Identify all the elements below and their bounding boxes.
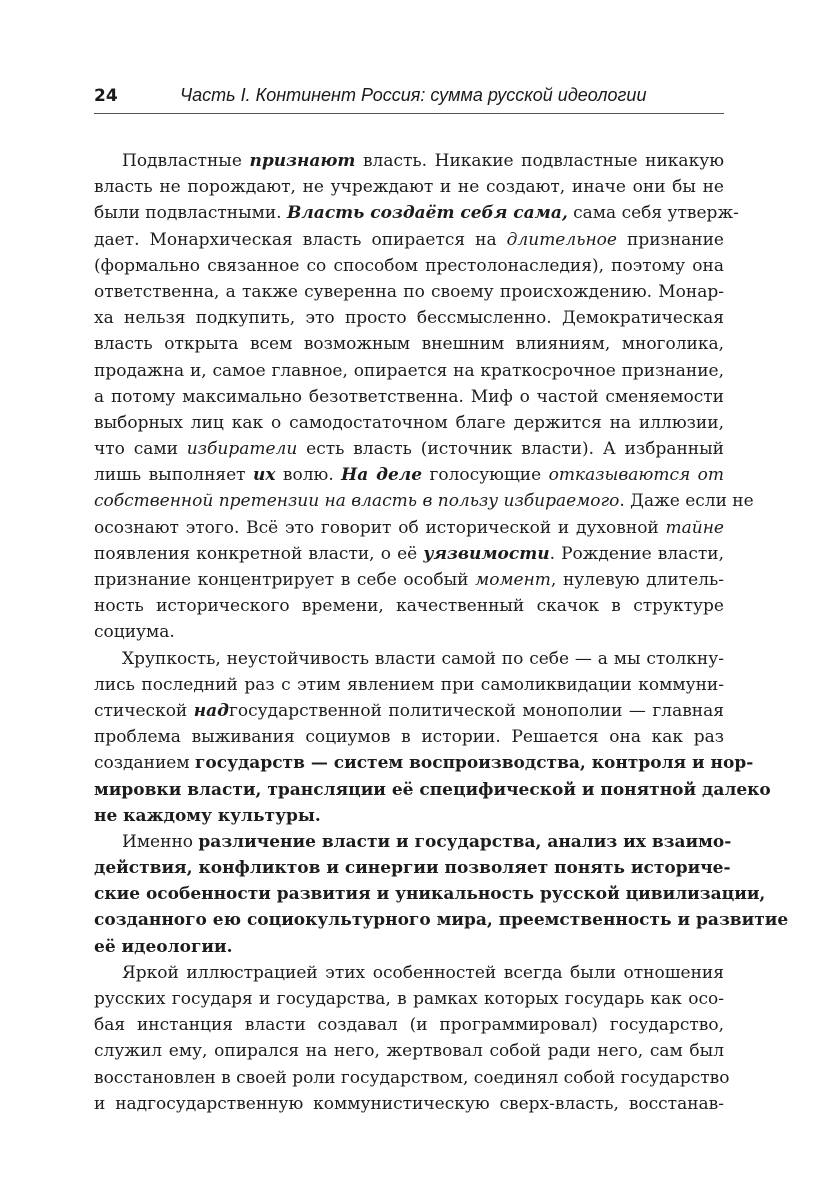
text-line [94,829,732,855]
text-line [94,384,724,410]
text-line [94,1012,724,1038]
text-run: появления конкретной власти, о её [94,543,424,564]
text-run: служил ему, опирался на него, жертвовал собой ради него, сам был [94,1041,724,1062]
text-run: русских государя и государства, в рамках которых государь как осо- [94,989,724,1009]
text-run: власть не порождают, не учреждают и не создают, иначе они бы не [94,177,724,198]
text-run: длительное [506,229,617,250]
text-run: собственной претензии на власть в пользу избираемого [94,491,620,512]
text-line [94,488,754,514]
text-run: государств — систем воспроизводства, контроля и нор- [194,753,754,774]
text-line [94,200,739,226]
text-line [94,227,724,253]
text-line [94,410,724,436]
text-line [94,1038,724,1064]
text-run: ские особенности развития и уникальность русской цивилизации, [94,884,766,905]
text-run: продажна и, самое главное, опирается на краткосрочное признание, [94,360,724,381]
text-run: власть. Никакие подвластные никакую [355,151,724,171]
text-line [94,803,724,829]
text-line [94,358,724,384]
text-line [94,1091,724,1117]
text-run: Именно [122,831,199,852]
text-run: ха нельзя подкупить, это просто бессмысленно. Демократическая [94,308,724,329]
text-line [94,646,724,672]
text-run: момент [475,570,551,590]
text-run: не каждому культуры. [94,805,321,826]
text-line [94,724,724,750]
text-run: их [253,465,276,486]
text-run: созданного ею социокультурного мира, преемственность и развитие [94,910,789,931]
text-line [94,986,724,1012]
text-run: над [193,700,229,721]
running-title: Часть I. Континент Россия: сумма русской идеологии [180,85,647,105]
text-run: ответственна, а также суверенна по своему происхождению. Монар- [94,281,724,302]
text-run: бая инстанция власти создавал (и программировал) государство, [94,1015,724,1036]
text-line [94,515,724,541]
text-line [94,174,724,200]
text-run: лишь выполняет [94,465,253,486]
text-run: Яркой иллюстрацией этих особенностей всегда были отношения [122,962,724,983]
text-run: а потому максимально безответственна. Миф о частой сменяемости [94,386,724,407]
text-line [94,619,724,645]
text-run: Подвластные [122,151,250,171]
text-line [94,279,724,305]
text-line [94,907,789,933]
body-text [94,148,789,1117]
text-run: уязвимости [423,543,550,564]
text-run: . Даже если не [619,491,754,512]
page-number: 24 [94,86,118,106]
text-line [94,672,724,698]
text-run: проблема выживания социумов в истории. Решается она как раз [94,727,724,748]
text-run: власть открыта всем возможным внешним влияниям, многолика, [94,334,724,355]
text-run: стической [94,700,194,721]
text-run: есть власть (источник власти). А избранный [297,439,724,460]
text-run: , нулевую длитель- [550,570,724,590]
text-run: Хрупкость, неустойчивость власти самой по себе — а мы столкну- [122,648,724,669]
text-run: лись последний раз с этим явлением при самоликвидации коммуни- [94,674,724,695]
text-line [94,436,724,462]
text-line [94,698,724,724]
text-run: различение власти и государства, анализ их взаимо- [198,831,732,852]
text-line [94,331,724,357]
text-run: государственной политической монополии — главная [229,700,724,721]
text-line [94,960,724,986]
text-run: признание концентрирует в себе особый [94,570,476,590]
text-run: (формально связанное со способом престолонаследия), поэтому она [94,255,724,276]
text-line [94,462,724,488]
text-line [94,253,724,279]
text-run: восстановлен в своей роли государством, соединял собой государство [94,1067,730,1088]
text-line [94,881,766,907]
text-line [94,1065,730,1091]
text-run: и надгосударственную коммунистическую сверх-власть, восстанав- [94,1093,724,1114]
text-run: голосующие [422,465,549,486]
header-rule [94,113,724,114]
text-run: избиратели [186,439,298,460]
running-header [94,84,724,112]
text-run: её идеологии. [94,936,233,957]
text-run: что сами [94,439,187,460]
text-run: действия, конфликтов и синергии позволяет понять историче- [94,858,731,879]
text-run: . Рождение власти, [549,543,724,564]
text-run: созданием [94,753,195,774]
text-run: признают [249,151,356,171]
text-line [94,934,724,960]
text-line [94,750,754,776]
text-run: выборных лиц как о самодостаточном благе держится на иллюзии, [94,412,724,433]
text-run: дает. Монархическая власть опирается на [94,229,507,250]
text-run: мировки власти, трансляции её специфической и понятной далеко [94,779,771,800]
text-run: На деле [341,465,423,486]
text-line [94,567,724,593]
text-run: ность исторического времени, качественный скачок в структуре [94,596,724,617]
text-line [94,855,731,881]
text-line [94,777,771,803]
text-run: волю. [275,465,342,486]
text-line [94,148,724,174]
text-run: осознают этого. Всё это говорит об исторической и духовной [94,517,666,538]
text-run: тайне [665,517,724,538]
text-run: признание [616,229,724,250]
text-run: отказываются от [548,465,724,486]
text-run: сама себя утверж- [567,203,739,224]
text-run: социума. [94,622,175,643]
text-line [94,593,724,619]
text-run: были подвластными. [94,203,287,224]
text-line [94,305,724,331]
text-run: Власть создаёт себя сама, [287,203,568,224]
text-line [94,541,724,567]
